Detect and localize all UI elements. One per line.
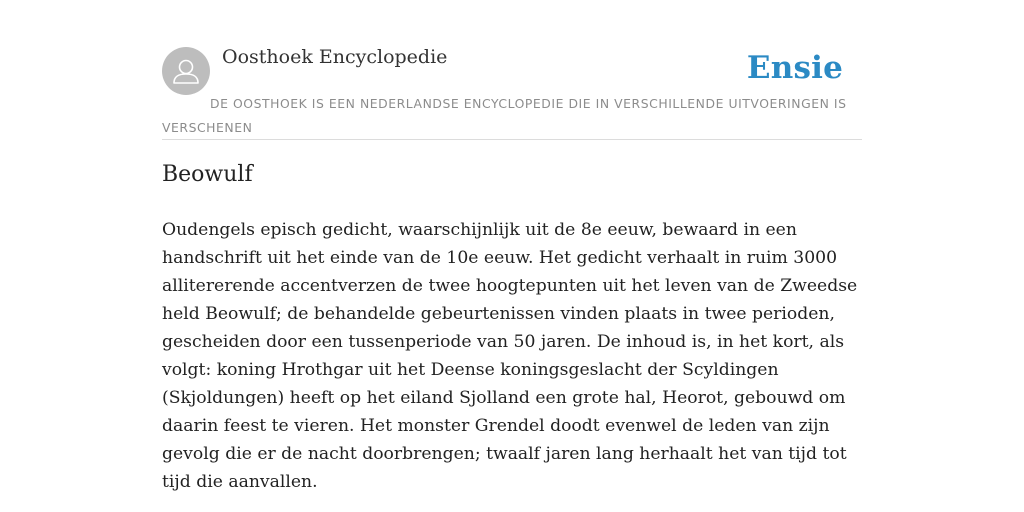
source-description: DE OOSTHOEK IS EEN NEDERLANDSE ENCYCLOPEDIE DIE IN VERSCHILLENDE UITVOERINGEN IS VERSCHENEN: [162, 96, 847, 135]
user-silhouette-icon: [162, 47, 210, 95]
article-body: Oudengels episch gedicht, waarschijnlijk uit de 8e eeuw, bewaard in een handschrift uit het einde van de 10e eeuw. Het gedicht verhaalt in ruim 3000 allitererende accentverzen de twee hoogtepunten uit het leven van de Zweedse held Beowulf; de behandelde gebeurtenissen vinden plaats in twee perioden, gescheiden door een tussenperiode van 50 jaren. De inhoud is, in het kort, als volgt: koning Hrothgar uit het Deense koningsgeslacht der Scyldingen (Skjoldungen) heeft op het eiland Sjolland een grote hal, Heorot, gebouwd om daarin feest te vieren. Het monster Grendel doodt evenwel de leden van zijn gevolg die er de nacht doorbrengen; twaalf jaren lang herhaalt het van tijd tot tijd die aanvallen.: [162, 220, 858, 492]
avatar[interactable]: [162, 47, 210, 95]
source-header: [162, 44, 862, 140]
article-title: Beowulf: [162, 162, 253, 187]
source-title[interactable]: Oosthoek Encyclopedie: [222, 46, 448, 68]
brand-logo[interactable]: Ensie: [746, 50, 843, 86]
